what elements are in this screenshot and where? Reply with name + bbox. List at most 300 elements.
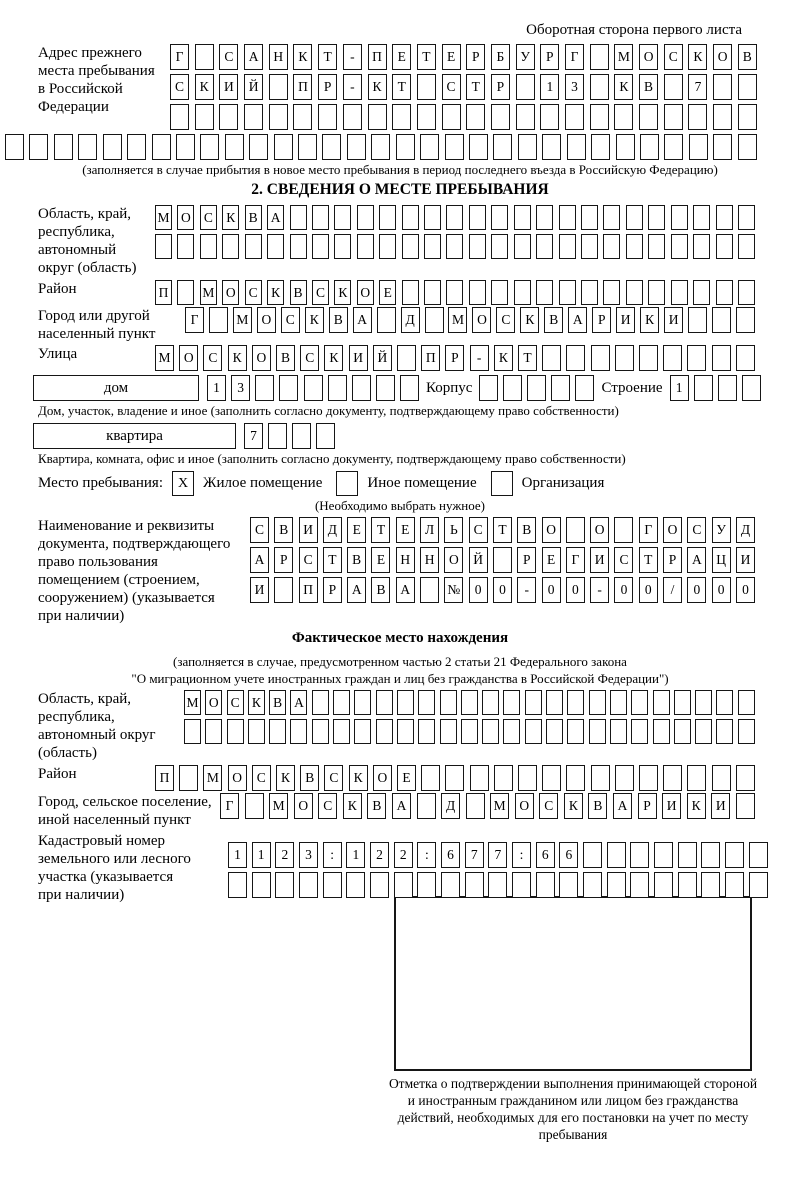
char-cell[interactable]: Е [392, 44, 411, 70]
char-cell[interactable] [581, 205, 598, 230]
char-cell[interactable] [333, 690, 350, 715]
char-cell[interactable] [402, 205, 419, 230]
char-cell[interactable] [312, 719, 329, 744]
char-cell[interactable]: К [640, 307, 659, 333]
char-cell[interactable] [394, 872, 413, 898]
char-cell[interactable]: 7 [244, 423, 263, 449]
char-cell[interactable]: М [269, 793, 288, 819]
char-cell[interactable] [377, 307, 396, 333]
char-cell[interactable]: И [219, 74, 238, 100]
checkbox-inoe[interactable] [336, 471, 358, 496]
char-cell[interactable] [400, 375, 419, 401]
char-cell[interactable]: У [516, 44, 535, 70]
char-cell[interactable] [610, 719, 627, 744]
char-cell[interactable]: С [300, 345, 319, 371]
char-cell[interactable] [334, 234, 351, 259]
char-cell[interactable] [179, 765, 198, 791]
char-cell[interactable]: О [228, 765, 247, 791]
char-cell[interactable]: И [299, 517, 318, 543]
char-cell[interactable] [343, 104, 362, 130]
char-cell[interactable] [630, 872, 649, 898]
char-cell[interactable] [566, 765, 585, 791]
char-cell[interactable] [252, 872, 271, 898]
char-cell[interactable]: Е [542, 547, 561, 573]
char-cell[interactable] [268, 423, 287, 449]
char-cell[interactable] [441, 872, 460, 898]
char-cell[interactable] [725, 872, 744, 898]
char-cell[interactable] [536, 872, 555, 898]
char-cell[interactable]: К [324, 345, 343, 371]
char-cell[interactable] [525, 690, 542, 715]
char-cell[interactable] [402, 234, 419, 259]
char-cell[interactable]: С [324, 765, 343, 791]
char-cell[interactable]: П [155, 280, 172, 305]
char-cell[interactable]: К [343, 793, 362, 819]
char-cell[interactable] [591, 345, 610, 371]
char-cell[interactable]: Т [466, 74, 485, 100]
char-cell[interactable] [648, 234, 665, 259]
char-cell[interactable] [371, 134, 390, 160]
char-cell[interactable]: К [520, 307, 539, 333]
char-cell[interactable]: Р [445, 345, 464, 371]
char-cell[interactable]: М [200, 280, 217, 305]
char-cell[interactable] [559, 280, 576, 305]
char-cell[interactable] [516, 74, 535, 100]
char-cell[interactable] [749, 842, 768, 868]
char-cell[interactable] [376, 719, 393, 744]
char-cell[interactable]: В [639, 74, 658, 100]
char-cell[interactable] [275, 872, 294, 898]
char-cell[interactable]: : [512, 842, 531, 868]
char-cell[interactable] [127, 134, 146, 160]
char-cell[interactable] [688, 307, 707, 333]
char-cell[interactable] [678, 842, 697, 868]
char-cell[interactable]: А [392, 793, 411, 819]
char-cell[interactable]: Е [396, 517, 415, 543]
char-cell[interactable]: В [274, 517, 293, 543]
char-cell[interactable]: К [222, 205, 239, 230]
char-cell[interactable] [639, 345, 658, 371]
char-cell[interactable] [671, 280, 688, 305]
char-cell[interactable]: 1 [670, 375, 689, 401]
char-cell[interactable] [417, 104, 436, 130]
char-cell[interactable]: Л [420, 517, 439, 543]
char-cell[interactable]: И [662, 793, 681, 819]
char-cell[interactable] [352, 375, 371, 401]
char-cell[interactable] [29, 134, 48, 160]
char-cell[interactable] [738, 205, 755, 230]
char-cell[interactable] [418, 719, 435, 744]
char-cell[interactable]: Й [373, 345, 392, 371]
char-cell[interactable] [603, 205, 620, 230]
char-cell[interactable] [567, 719, 584, 744]
char-cell[interactable]: Р [491, 74, 510, 100]
char-cell[interactable] [607, 872, 626, 898]
char-cell[interactable]: 6 [536, 842, 555, 868]
char-cell[interactable]: В [276, 345, 295, 371]
char-cell[interactable]: М [233, 307, 252, 333]
char-cell[interactable]: Т [417, 44, 436, 70]
char-cell[interactable]: 0 [493, 577, 512, 603]
char-cell[interactable]: 1 [207, 375, 226, 401]
char-cell[interactable]: О [357, 280, 374, 305]
char-cell[interactable] [491, 234, 508, 259]
char-cell[interactable]: 3 [565, 74, 584, 100]
char-cell[interactable]: С [227, 690, 244, 715]
char-cell[interactable] [614, 104, 633, 130]
char-cell[interactable] [695, 690, 712, 715]
char-cell[interactable]: К [368, 74, 387, 100]
char-cell[interactable] [546, 690, 563, 715]
char-cell[interactable]: 1 [228, 842, 247, 868]
char-cell[interactable]: С [496, 307, 515, 333]
char-cell[interactable] [396, 134, 415, 160]
char-cell[interactable]: К [614, 74, 633, 100]
char-cell[interactable]: 6 [441, 842, 460, 868]
char-cell[interactable] [525, 719, 542, 744]
char-cell[interactable]: А [396, 577, 415, 603]
char-cell[interactable]: 1 [540, 74, 559, 100]
char-cell[interactable] [479, 375, 498, 401]
char-cell[interactable]: С [299, 547, 318, 573]
char-cell[interactable] [290, 205, 307, 230]
char-cell[interactable]: 0 [687, 577, 706, 603]
char-cell[interactable] [417, 793, 436, 819]
char-cell[interactable] [354, 719, 371, 744]
char-cell[interactable]: А [687, 547, 706, 573]
char-cell[interactable]: В [367, 793, 386, 819]
char-cell[interactable]: Р [318, 74, 337, 100]
char-cell[interactable] [716, 205, 733, 230]
char-cell[interactable] [536, 205, 553, 230]
char-cell[interactable]: О [515, 793, 534, 819]
char-cell[interactable] [469, 205, 486, 230]
char-cell[interactable]: : [323, 842, 342, 868]
char-cell[interactable] [546, 719, 563, 744]
char-cell[interactable] [712, 307, 731, 333]
char-cell[interactable] [581, 280, 598, 305]
char-cell[interactable] [603, 280, 620, 305]
char-cell[interactable] [103, 134, 122, 160]
char-cell[interactable]: А [244, 44, 263, 70]
char-cell[interactable] [590, 104, 609, 130]
char-cell[interactable]: С [281, 307, 300, 333]
char-cell[interactable]: 0 [736, 577, 755, 603]
char-cell[interactable]: Н [396, 547, 415, 573]
char-cell[interactable] [177, 234, 194, 259]
char-cell[interactable] [512, 872, 531, 898]
char-cell[interactable] [713, 74, 732, 100]
char-cell[interactable] [222, 234, 239, 259]
char-cell[interactable]: А [290, 690, 307, 715]
char-cell[interactable]: Н [269, 44, 288, 70]
char-cell[interactable] [559, 234, 576, 259]
char-cell[interactable] [514, 234, 531, 259]
char-cell[interactable]: 0 [712, 577, 731, 603]
char-cell[interactable]: - [517, 577, 536, 603]
char-cell[interactable] [176, 134, 195, 160]
char-cell[interactable] [738, 690, 755, 715]
char-cell[interactable] [469, 134, 488, 160]
char-cell[interactable] [482, 690, 499, 715]
char-cell[interactable] [631, 719, 648, 744]
char-cell[interactable] [542, 765, 561, 791]
char-cell[interactable] [195, 104, 214, 130]
char-cell[interactable]: Р [517, 547, 536, 573]
char-cell[interactable] [420, 577, 439, 603]
char-cell[interactable]: - [343, 74, 362, 100]
char-cell[interactable]: В [588, 793, 607, 819]
char-cell[interactable]: П [421, 345, 440, 371]
char-cell[interactable] [701, 872, 720, 898]
char-cell[interactable]: Е [442, 44, 461, 70]
char-cell[interactable] [195, 44, 214, 70]
char-cell[interactable] [269, 74, 288, 100]
char-cell[interactable]: С [219, 44, 238, 70]
char-cell[interactable] [565, 104, 584, 130]
char-cell[interactable] [654, 842, 673, 868]
char-cell[interactable] [402, 280, 419, 305]
char-cell[interactable] [583, 842, 602, 868]
char-cell[interactable] [292, 423, 311, 449]
char-cell[interactable]: Г [639, 517, 658, 543]
char-cell[interactable] [589, 719, 606, 744]
char-cell[interactable] [716, 234, 733, 259]
char-cell[interactable] [631, 690, 648, 715]
char-cell[interactable] [200, 234, 217, 259]
char-cell[interactable]: И [250, 577, 269, 603]
char-cell[interactable] [376, 375, 395, 401]
char-cell[interactable]: 1 [346, 842, 365, 868]
char-cell[interactable]: / [663, 577, 682, 603]
char-cell[interactable]: Т [493, 517, 512, 543]
char-cell[interactable]: П [293, 74, 312, 100]
char-cell[interactable] [170, 104, 189, 130]
char-cell[interactable] [392, 104, 411, 130]
char-cell[interactable] [742, 375, 761, 401]
char-cell[interactable]: Г [170, 44, 189, 70]
char-cell[interactable]: О [590, 517, 609, 543]
char-cell[interactable]: С [687, 517, 706, 543]
char-cell[interactable] [653, 690, 670, 715]
char-cell[interactable] [470, 765, 489, 791]
char-cell[interactable] [648, 205, 665, 230]
char-cell[interactable]: С [664, 44, 683, 70]
char-cell[interactable] [323, 872, 342, 898]
char-cell[interactable]: 7 [488, 842, 507, 868]
char-cell[interactable]: 0 [566, 577, 585, 603]
char-cell[interactable] [293, 104, 312, 130]
char-cell[interactable]: Г [185, 307, 204, 333]
char-cell[interactable] [626, 234, 643, 259]
char-cell[interactable]: Р [274, 547, 293, 573]
char-cell[interactable] [494, 765, 513, 791]
char-cell[interactable] [603, 234, 620, 259]
char-cell[interactable] [566, 345, 585, 371]
char-cell[interactable] [200, 134, 219, 160]
char-cell[interactable]: Г [220, 793, 239, 819]
char-cell[interactable] [648, 280, 665, 305]
char-cell[interactable] [424, 205, 441, 230]
char-cell[interactable] [518, 134, 537, 160]
char-cell[interactable] [518, 765, 537, 791]
char-cell[interactable]: К [688, 44, 707, 70]
char-cell[interactable]: Т [318, 44, 337, 70]
char-cell[interactable] [615, 765, 634, 791]
char-cell[interactable]: К [494, 345, 513, 371]
char-cell[interactable]: И [590, 547, 609, 573]
char-cell[interactable] [5, 134, 24, 160]
char-cell[interactable]: О [205, 690, 222, 715]
char-cell[interactable] [567, 690, 584, 715]
char-cell[interactable] [334, 205, 351, 230]
char-cell[interactable] [693, 205, 710, 230]
char-cell[interactable] [245, 793, 264, 819]
char-cell[interactable] [290, 234, 307, 259]
checkbox-organizaciya[interactable] [491, 471, 513, 496]
char-cell[interactable]: А [568, 307, 587, 333]
char-cell[interactable] [614, 517, 633, 543]
char-cell[interactable] [249, 134, 268, 160]
char-cell[interactable]: Р [323, 577, 342, 603]
char-cell[interactable] [304, 375, 323, 401]
char-cell[interactable]: В [329, 307, 348, 333]
char-cell[interactable]: П [368, 44, 387, 70]
char-cell[interactable] [664, 104, 683, 130]
char-cell[interactable] [368, 104, 387, 130]
char-cell[interactable]: С [318, 793, 337, 819]
char-cell[interactable]: С [539, 793, 558, 819]
char-cell[interactable] [54, 134, 73, 160]
char-cell[interactable] [653, 719, 670, 744]
char-cell[interactable] [738, 74, 757, 100]
char-cell[interactable]: С [200, 205, 217, 230]
char-cell[interactable] [228, 872, 247, 898]
char-cell[interactable]: О [252, 345, 271, 371]
char-cell[interactable]: Т [639, 547, 658, 573]
char-cell[interactable]: К [195, 74, 214, 100]
char-cell[interactable] [299, 872, 318, 898]
char-cell[interactable]: Б [491, 44, 510, 70]
char-cell[interactable]: П [299, 577, 318, 603]
char-cell[interactable] [312, 234, 329, 259]
char-cell[interactable]: М [614, 44, 633, 70]
char-cell[interactable] [551, 375, 570, 401]
char-cell[interactable] [687, 765, 706, 791]
char-cell[interactable]: В [269, 690, 286, 715]
char-cell[interactable]: 6 [559, 842, 578, 868]
char-cell[interactable] [671, 205, 688, 230]
char-cell[interactable] [616, 134, 635, 160]
char-cell[interactable] [716, 690, 733, 715]
char-cell[interactable]: К [305, 307, 324, 333]
char-cell[interactable] [615, 345, 634, 371]
char-cell[interactable]: А [267, 205, 284, 230]
char-cell[interactable]: : [417, 842, 436, 868]
char-cell[interactable] [694, 375, 713, 401]
char-cell[interactable]: Р [592, 307, 611, 333]
char-cell[interactable]: А [613, 793, 632, 819]
char-cell[interactable]: 2 [275, 842, 294, 868]
char-cell[interactable]: И [349, 345, 368, 371]
char-cell[interactable] [738, 719, 755, 744]
char-cell[interactable]: С [170, 74, 189, 100]
char-cell[interactable] [695, 719, 712, 744]
char-cell[interactable] [736, 793, 755, 819]
char-cell[interactable] [693, 234, 710, 259]
char-cell[interactable] [466, 104, 485, 130]
char-cell[interactable]: А [347, 577, 366, 603]
char-cell[interactable]: С [252, 765, 271, 791]
char-cell[interactable] [591, 765, 610, 791]
char-cell[interactable] [482, 719, 499, 744]
char-cell[interactable] [514, 280, 531, 305]
char-cell[interactable] [575, 375, 594, 401]
char-cell[interactable]: О [639, 44, 658, 70]
char-cell[interactable]: К [564, 793, 583, 819]
char-cell[interactable] [713, 134, 732, 160]
char-cell[interactable] [701, 842, 720, 868]
char-cell[interactable] [503, 375, 522, 401]
char-cell[interactable]: М [448, 307, 467, 333]
char-cell[interactable] [749, 872, 768, 898]
char-cell[interactable]: П [155, 765, 174, 791]
char-cell[interactable]: К [267, 280, 284, 305]
char-cell[interactable] [417, 74, 436, 100]
char-cell[interactable]: У [712, 517, 731, 543]
char-cell[interactable] [493, 547, 512, 573]
char-cell[interactable] [559, 205, 576, 230]
char-cell[interactable] [424, 280, 441, 305]
char-cell[interactable] [589, 690, 606, 715]
char-cell[interactable] [461, 719, 478, 744]
char-cell[interactable] [269, 104, 288, 130]
char-cell[interactable] [664, 74, 683, 100]
char-cell[interactable]: С [469, 517, 488, 543]
char-cell[interactable] [152, 134, 171, 160]
char-cell[interactable] [626, 205, 643, 230]
char-cell[interactable] [566, 517, 585, 543]
char-cell[interactable] [559, 872, 578, 898]
char-cell[interactable] [736, 345, 755, 371]
char-cell[interactable] [687, 345, 706, 371]
char-cell[interactable] [469, 234, 486, 259]
char-cell[interactable] [347, 134, 366, 160]
char-cell[interactable]: Д [441, 793, 460, 819]
char-cell[interactable]: М [203, 765, 222, 791]
char-cell[interactable] [590, 44, 609, 70]
char-cell[interactable]: 0 [614, 577, 633, 603]
char-cell[interactable]: - [470, 345, 489, 371]
char-cell[interactable] [718, 375, 737, 401]
char-cell[interactable]: С [250, 517, 269, 543]
char-cell[interactable] [716, 280, 733, 305]
char-cell[interactable]: О [179, 345, 198, 371]
char-cell[interactable] [425, 307, 444, 333]
char-cell[interactable] [738, 234, 755, 259]
char-cell[interactable] [442, 104, 461, 130]
char-cell[interactable] [536, 280, 553, 305]
char-cell[interactable]: О [373, 765, 392, 791]
char-cell[interactable] [155, 234, 172, 259]
char-cell[interactable]: В [347, 547, 366, 573]
char-cell[interactable] [542, 345, 561, 371]
char-cell[interactable]: О [472, 307, 491, 333]
char-cell[interactable]: О [177, 205, 194, 230]
char-cell[interactable] [712, 765, 731, 791]
char-cell[interactable] [312, 205, 329, 230]
char-cell[interactable] [639, 765, 658, 791]
